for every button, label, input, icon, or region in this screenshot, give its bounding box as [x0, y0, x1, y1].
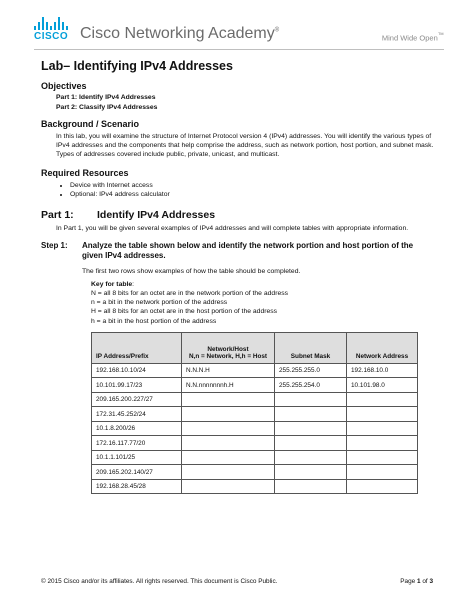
- copyright-text: © 2015 Cisco and/or its affiliates. All rights reserved. This document is Cisco Public.: [41, 578, 278, 585]
- subnet-mask-cell: [275, 421, 347, 436]
- subnet-mask-cell: [275, 407, 347, 422]
- resources-list: [56, 181, 436, 200]
- ip-column-header: IP Address/Prefix: [92, 332, 182, 363]
- objective-item: Part 2: Classify IPv4 Addresses: [56, 104, 158, 111]
- network-address-cell: [347, 392, 418, 407]
- network-host-cell: [182, 465, 275, 480]
- network-host-cell: [182, 479, 275, 494]
- background-heading: Background / Scenario: [41, 119, 140, 129]
- network-host-column-header: Network/Host N,n = Network, H,h = Host: [182, 332, 275, 363]
- table-row: [92, 450, 418, 465]
- page-header: [34, 14, 444, 44]
- cisco-logo-icon: [34, 14, 70, 30]
- cisco-logo-text: CISCO: [34, 31, 69, 42]
- ip-cell: 10.1.1.101/25: [92, 450, 182, 465]
- resources-heading: Required Resources: [41, 167, 129, 178]
- step1-intro: The first two rows show examples of how the table should be completed.: [82, 267, 301, 275]
- table-header-row: [92, 332, 418, 363]
- ip-cell: 209.165.202.140/27: [92, 465, 182, 480]
- network-address-cell: 192.168.10.0: [347, 363, 418, 378]
- subnet-mask-cell: 255.255.255.0: [275, 363, 347, 378]
- table-row: [92, 465, 418, 480]
- objective-item: Part 1: Identify IPv4 Addresses: [56, 94, 156, 101]
- network-address-column-header: Network Address: [347, 332, 418, 363]
- table-row: [92, 479, 418, 494]
- subnet-mask-cell: [275, 479, 347, 494]
- table-row: [92, 392, 418, 407]
- key-line: n = a bit in the network portion of the address: [91, 299, 228, 307]
- network-host-cell: [182, 407, 275, 422]
- ip-cell: 10.1.8.200/26: [92, 421, 182, 436]
- tagline: Mind Wide Open™: [381, 32, 444, 43]
- ip-cell: 192.168.28.45/28: [92, 479, 182, 494]
- document-body: [41, 55, 436, 494]
- key-line: N = all 8 bits for an octet are in the network portion of the address: [91, 290, 289, 298]
- list-item: • Optional: IPv4 address calculator: [70, 190, 436, 200]
- subnet-mask-cell: 255.255.254.0: [275, 378, 347, 393]
- network-host-cell: [182, 421, 275, 436]
- network-address-cell: [347, 407, 418, 422]
- network-address-cell: [347, 465, 418, 480]
- network-host-cell: [182, 392, 275, 407]
- table-row: [92, 378, 418, 393]
- ip-address-table: [91, 332, 418, 495]
- network-host-cell: N.N.nnnnnnnh.H: [182, 378, 275, 393]
- subnet-mask-cell: [275, 392, 347, 407]
- table-row: [92, 407, 418, 422]
- table-key: Key for table: N = all 8 bits for an octet are in the network portion of the address n = a bit in the network portion of the address H = all 8 bits for an octet are in the host portion of the address h = a bit in the host portion of the address: [91, 280, 436, 326]
- header-divider: [34, 49, 444, 50]
- network-host-cell: [182, 450, 275, 465]
- page-number: Page 1 of 3: [400, 578, 433, 585]
- network-address-cell: [347, 479, 418, 494]
- ip-cell: 10.101.99.17/23: [92, 378, 182, 393]
- network-address-cell: [347, 450, 418, 465]
- step1-heading: Step 1: Analyze the table shown below and identify the network portion and host portion of the given IPv4 addresses.: [41, 240, 414, 261]
- ip-cell: 209.165.200.227/27: [92, 392, 182, 407]
- table-row: [92, 421, 418, 436]
- network-address-cell: [347, 436, 418, 451]
- objectives-heading: Objectives: [41, 81, 87, 91]
- subnet-mask-cell: [275, 450, 347, 465]
- key-line: H = all 8 bits for an octet are in the host portion of the address: [91, 308, 278, 316]
- academy-name: Cisco Networking Academy®: [80, 25, 280, 42]
- network-address-cell: [347, 421, 418, 436]
- ip-cell: 172.31.45.252/24: [92, 407, 182, 422]
- subnet-mask-column-header: Subnet Mask: [275, 332, 347, 363]
- ip-cell: 172.16.117.77/20: [92, 436, 182, 451]
- network-host-cell: [182, 436, 275, 451]
- table-row: [92, 363, 418, 378]
- key-line: h = a bit in the host portion of the address: [91, 317, 217, 325]
- part1-heading: Part 1: Identify IPv4 Addresses: [41, 208, 216, 221]
- table-row: [92, 436, 418, 451]
- subnet-mask-cell: [275, 436, 347, 451]
- list-item: • Device with Internet access: [70, 181, 436, 191]
- background-text: In this lab, you will examine the structure of Internet Protocol version 4 (IPv4) addresses. You will identify the various types of IPv4 addresses and the components that help comprise the address, such as network portion, host portion, and subnet mask. Types of addresses covered include public, private, unicast, and multicast.: [56, 133, 434, 159]
- key-title: Key for table: [91, 280, 133, 288]
- part1-text: In Part 1, you will be given several examples of IPv4 addresses and will complete tables with appropriate information.: [56, 224, 409, 232]
- network-host-cell: N.N.N.H: [182, 363, 275, 378]
- ip-cell: 192.168.10.10/24: [92, 363, 182, 378]
- subnet-mask-cell: [275, 465, 347, 480]
- network-address-cell: 10.101.98.0: [347, 378, 418, 393]
- document-title: Lab– Identifying IPv4 Addresses: [41, 59, 233, 73]
